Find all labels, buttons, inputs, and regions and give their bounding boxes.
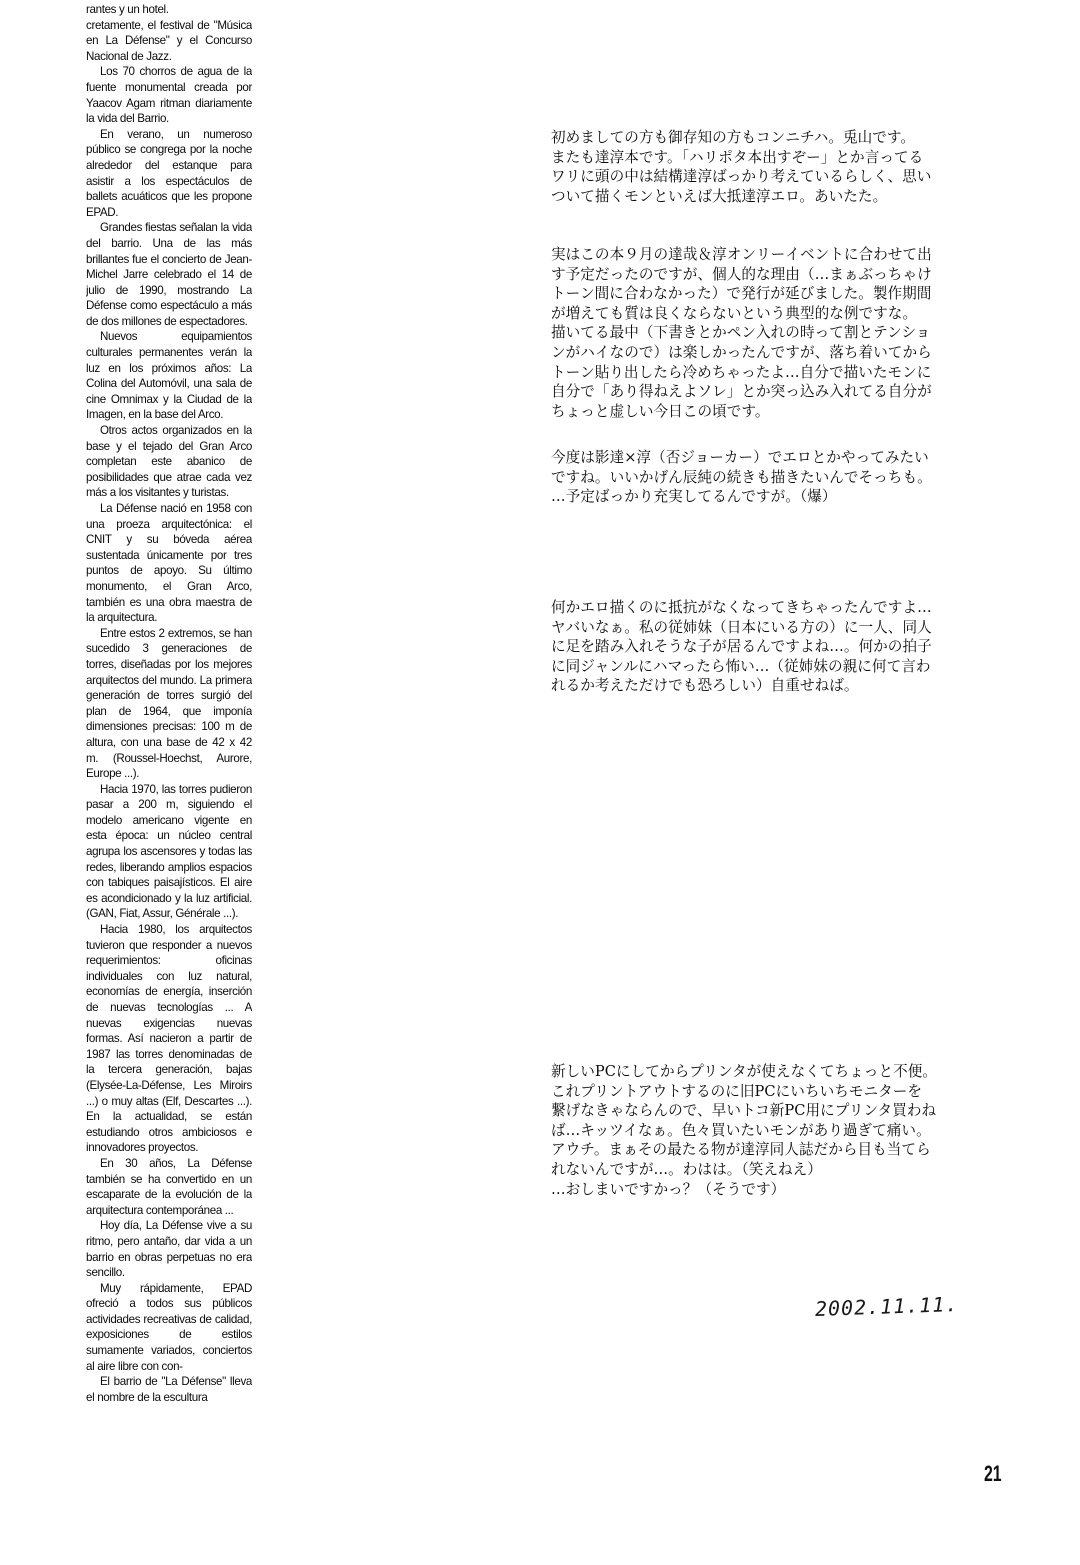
left-column-paragraph: Grandes fiestas señalan la vida del barrio. Una de las más brillantes fue el concierto de Jean-Michel Jarre celebrado el 14 de julio de 1990, mostrando La Défense como espectáculo a más de dos millones de espectadores. xyxy=(86,221,252,328)
left-column-paragraph: Los 70 chorros de agua de la fuente monumental creada por Yaacov Agam ritman diariamente la vida del Barrio. xyxy=(86,65,252,126)
left-column-paragraph: Muy rápidamente, EPAD ofreció a todos sus públicos actividades recreativas de calidad, exposiciones de estilos sumamente variados, conciertos al aire libre con con- xyxy=(86,1281,252,1373)
left-column-paragraph: Otros actos organizados en la base y el tejado del Gran Arco completan este abanico de posibilidades que atrae cada vez más a los visitantes y turistas. xyxy=(86,424,252,500)
left-column-paragraph: Hacia 1970, las torres pudieron pasar a 200 m, siguiendo el modelo americano vigente en esta época: un núcleo central agrupa los ascensores y todas las redes, liberando amplios espacios con tabiques paisajísticos. El aire es acondicionado y la luz artificial. (GAN, Fiat, Assur, Générale ...). xyxy=(86,782,252,921)
afterword-cousin-story: 何かエロ描くのに抵抗がなくなってきちゃったんですよ… ヤバいなぁ。私の従姉妹（日本にいる方の）に一人、同人 に足を踏み入れそうな子が居るんですよね…。何かの拍子 に同ジャンルにハマったら怖い…（従姉妹の親に何て言わ れるか考えただけでも恐ろしい）自重せねば。 xyxy=(551,599,932,695)
afterword-printer-trouble: 新しいPCにしてからプリンタが使えなくてちょっと不便。 これプリントアウトするのに旧PCにいちいちモニターを 繋げなきゃならんので、早いトコ新PC用にプリンタ買わね ば…キッツイなぁ。色々買いたいモンがあり過ぎて痛い。 アウチ。まぁその最たる物が達淳同人誌だから目も当てら れないんですが…。わはは。（笑えねえ） …おしまいですかっ？（そうです） xyxy=(551,1063,938,1198)
background-spanish-text-column xyxy=(86,2,252,1562)
handwritten-date: 2002.11.11. xyxy=(814,1292,959,1321)
left-column-paragraph: La Défense nació en 1958 con una proeza arquitectónica: el CNIT y su bóveda aérea sustentada únicamente por tres puntos de apoyo. Su último monumento, el Gran Arco, también es una obra maestra de la arquitectura. xyxy=(86,502,252,625)
left-column-paragraph: rantes y un hotel. xyxy=(86,3,169,16)
afterword-greeting: 初めましての方も御存知の方もコンニチハ。兎山です。 またも達淳本です。「ハリポタ本出すぞー」とか言ってる ワリに頭の中は結構達淳ばっかり考えているらしく、思い ついて描くモンといえば大抵達淳エロ。あいたた。 xyxy=(551,129,932,205)
afterword-future-plans: 今度は影達×淳（否ジョーカー）でエロとかやってみたい ですね。いいかげん辰純の続きも描きたいんでそっちも。 …予定ばっかり充実してるんですが。（爆） xyxy=(551,449,932,506)
left-column-paragraph: El barrio de "La Défense" lleva el nombre de la escultura xyxy=(86,1375,252,1404)
left-column-paragraph: En verano, un numeroso público se congrega por la noche alrededor del estanque para asistir a los espectáculos de ballets acuáticos que les propone EPAD. xyxy=(86,127,252,219)
left-column-paragraph: En 30 años, La Défense también se ha convertido en un escaparate de la evolución de la arquitectura contemporánea ... xyxy=(86,1156,252,1217)
left-column-paragraph: cretamente, el festival de "Música en La Défense" y el Concurso Nacional de Jazz. xyxy=(86,18,252,63)
left-column-paragraph: Hacia 1980, los arquitectos tuvieron que responder a nuevos requerimientos: oficinas individuales con luz natural, economías de energía, inserción de nuevas tecnologías ... A nuevas exigencias nuevas formas. Así nacieron a partir de 1987 las torres denominadas de la tercera generación, bajas (Elysée-La-Défense, Les Miroirs ...) o muy altas (Elf, Descartes ...). En la actualidad, se están estudiando otros ambiciosos e innovadores proyectos. xyxy=(86,923,252,1155)
left-column-paragraph: Hoy día, La Défense vive a su ritmo, pero antaño, dar vida a un barrio en obras perpetuas no era sencillo. xyxy=(86,1219,252,1280)
page-number: 21 xyxy=(984,1461,1002,1486)
left-column-paragraph: Nuevos equipamientos culturales permanentes verán la luz en los próximos años: La Colina del Automóvil, una sala de cine Omnimax y la Ciudad de la Imagen, en la base del Arco. xyxy=(86,330,252,422)
afterword-release-delay: 実はこの本９月の達哉＆淳オンリーイベントに合わせて出 す予定だったのですが、個人的な理由（…まぁぶっちゃけ トーン間に合わなかった）で発行が延びました。製作期間 が増えても質は良くならないという典型的な例ですな。 描いてる最中（下書きとかペン入れの時って割とテンショ ンがハイなので）は楽しかったんですが、落ち着いてから トーン貼り出したら冷めちゃったよ…自分で描いたモンに 自分で「あり得ねえよソレ」とか突っ込み入れてる自分が ちょっと虚しい今日この頃です。 xyxy=(551,246,932,420)
left-column-paragraph: Entre estos 2 extremos, se han sucedido 3 generaciones de torres, diseñadas por los mejores arquitectos del mundo. La primera generación de torres surgió del plan de 1964, que imponía dimensiones precisas: 100 m de altura, con una base de 42 x 42 m. (Roussel-Hoechst, Aurore, Europe ...). xyxy=(86,626,252,781)
